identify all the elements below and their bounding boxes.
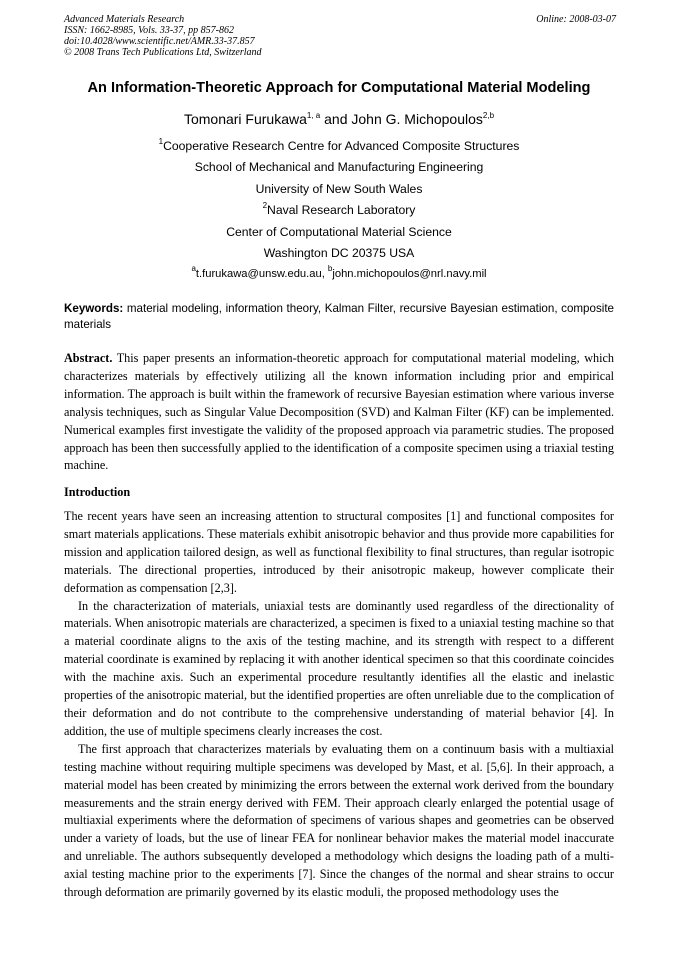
introduction-body (64, 508, 614, 902)
keywords-label: Keywords: (64, 302, 124, 315)
author-connector: and (320, 111, 352, 127)
author-2: John G. Michopoulos (351, 111, 483, 127)
affiliation-2-mark: 2 (262, 201, 268, 211)
abstract (64, 350, 614, 475)
affiliation-1-line-1: $^1$Cooperative Research Centre for Advanced Composite Structures (158, 137, 520, 153)
section-heading-introduction: Introduction (64, 485, 131, 499)
keywords-text: material modeling, information theory, Kalman Filter, recursive Bayesian estimation, composite materials (64, 302, 614, 331)
doi-line: doi:10.4028/www.scientific.net/AMR.33-37.857 (64, 36, 255, 47)
intro-paragraph-2: In the characterization of materials, uniaxial tests are dominantly used regardless of the directionality of materials. When anisotropic materials are characterized, a specimen is fixed to a uniaxial testing machine so that a material coordinate aligns to the axis of the testing machine, and its strength with respect to a different material coordinate is examined by replacing it with another identical specimen so that this coordinate coincides with the machine axis. Such an experimental procedure resultantly identifies all the elastic and inelastic properties of the anisotropic material, but the identified properties are often unreliable due to the complication of their deformation and do not contribute to the comprehensive understanding of material behavior [4]. In addition, the use of multiple specimens clearly increases the cost. (64, 598, 614, 738)
email-line (30, 264, 648, 285)
author-1: Tomonari Furukawa (183, 111, 307, 127)
affiliation-1-line-3: University of New South Wales (255, 181, 423, 196)
journal-name: Advanced Materials Research (64, 14, 185, 25)
email-b[interactable]: john.michopoulos@nrl.navy.mil (332, 268, 487, 281)
affiliation-2-line-3: Washington DC 20375 USA (263, 245, 415, 260)
paper-title: An Information-Theoretic Approach for Computational Material Modeling (87, 80, 591, 96)
issn-line: ISSN: 1662-8985, Vols. 33-37, pp 857-862 (64, 25, 234, 36)
author-2-affil-mark: 2,b (482, 111, 495, 120)
author-1-affil-mark: 1, a (306, 111, 321, 120)
online-date: Online: 2008-03-07 (536, 14, 616, 25)
intro-paragraph-1: The recent years have seen an increasing attention to structural composites [1] and functional composites for smart materials applications. These materials exhibit anisotropic behavior and thus provide more capabilities for mission and application tailored design, as well as functional flexibility to final structures, than regular isotropic materials. The directional properties, introduced by their anisotropic makeup, however complicate their deformation as compensation [2,3]. (64, 509, 614, 595)
keywords (64, 301, 614, 332)
author-line (30, 111, 648, 127)
affiliation-2-line-1: $^2$Naval Research Laboratory (262, 201, 416, 218)
affiliation-2-line-2: Center of Computational Material Science (226, 224, 452, 239)
email-a[interactable]: t.furukawa@unsw.edu.au, (195, 268, 328, 281)
email-b-mark: b (327, 264, 333, 274)
copyright-line: © 2008 Trans Tech Publications Ltd, Switzerland (64, 47, 262, 58)
journal-header (64, 14, 616, 58)
affiliation-1-mark: 1 (158, 137, 164, 146)
affiliation-1-line-2: School of Mechanical and Manufacturing Engineering (194, 160, 484, 175)
abstract-label: Abstract. (64, 351, 113, 365)
abstract-text: This paper presents an information-theoretic approach for computational material modeling, which characterizes materials by effectively utilizing all the known information including prior and empirical information. The approach is built within the framework of recursive Bayesian estimation where various inverse analysis techniques, such as Singular Value Decomposition (SVD) and Kalman Filter (KF) can be implemented. Numerical examples first investigate the validity of the proposed approach via parametric studies. The proposed approach has been then successfully applied to the identification of a composite specimen using a triaxial testing machine. (64, 351, 614, 473)
intro-paragraph-3: The first approach that characterizes materials by evaluating them on a continuum basis with a multiaxial testing machine without requiring multiple specimens was developed by Mast, et al. [5,6]. In their approach, a material model has been created by minimizing the errors between the external work derived from the boundary measurements and the strain energy derived with FEM. Their approach clearly enlarged the potential usage of multiaxial experiments where the deformation of specimens of various shapes and geometries can be observed under a variety of loads, but the use of linear FEA for nonlinear behavior makes the material model inaccurate and unreliable. The authors subsequently developed a methodology which designs the loading path of a multi-axial testing machine prior to the experiments [7]. Since the changes of the normal and shear strains to occur through deformation are primarily governed by its elastic moduli, the proposed methodology uses the (64, 741, 614, 900)
affiliations (30, 136, 648, 286)
email-a-mark: a (191, 264, 196, 274)
